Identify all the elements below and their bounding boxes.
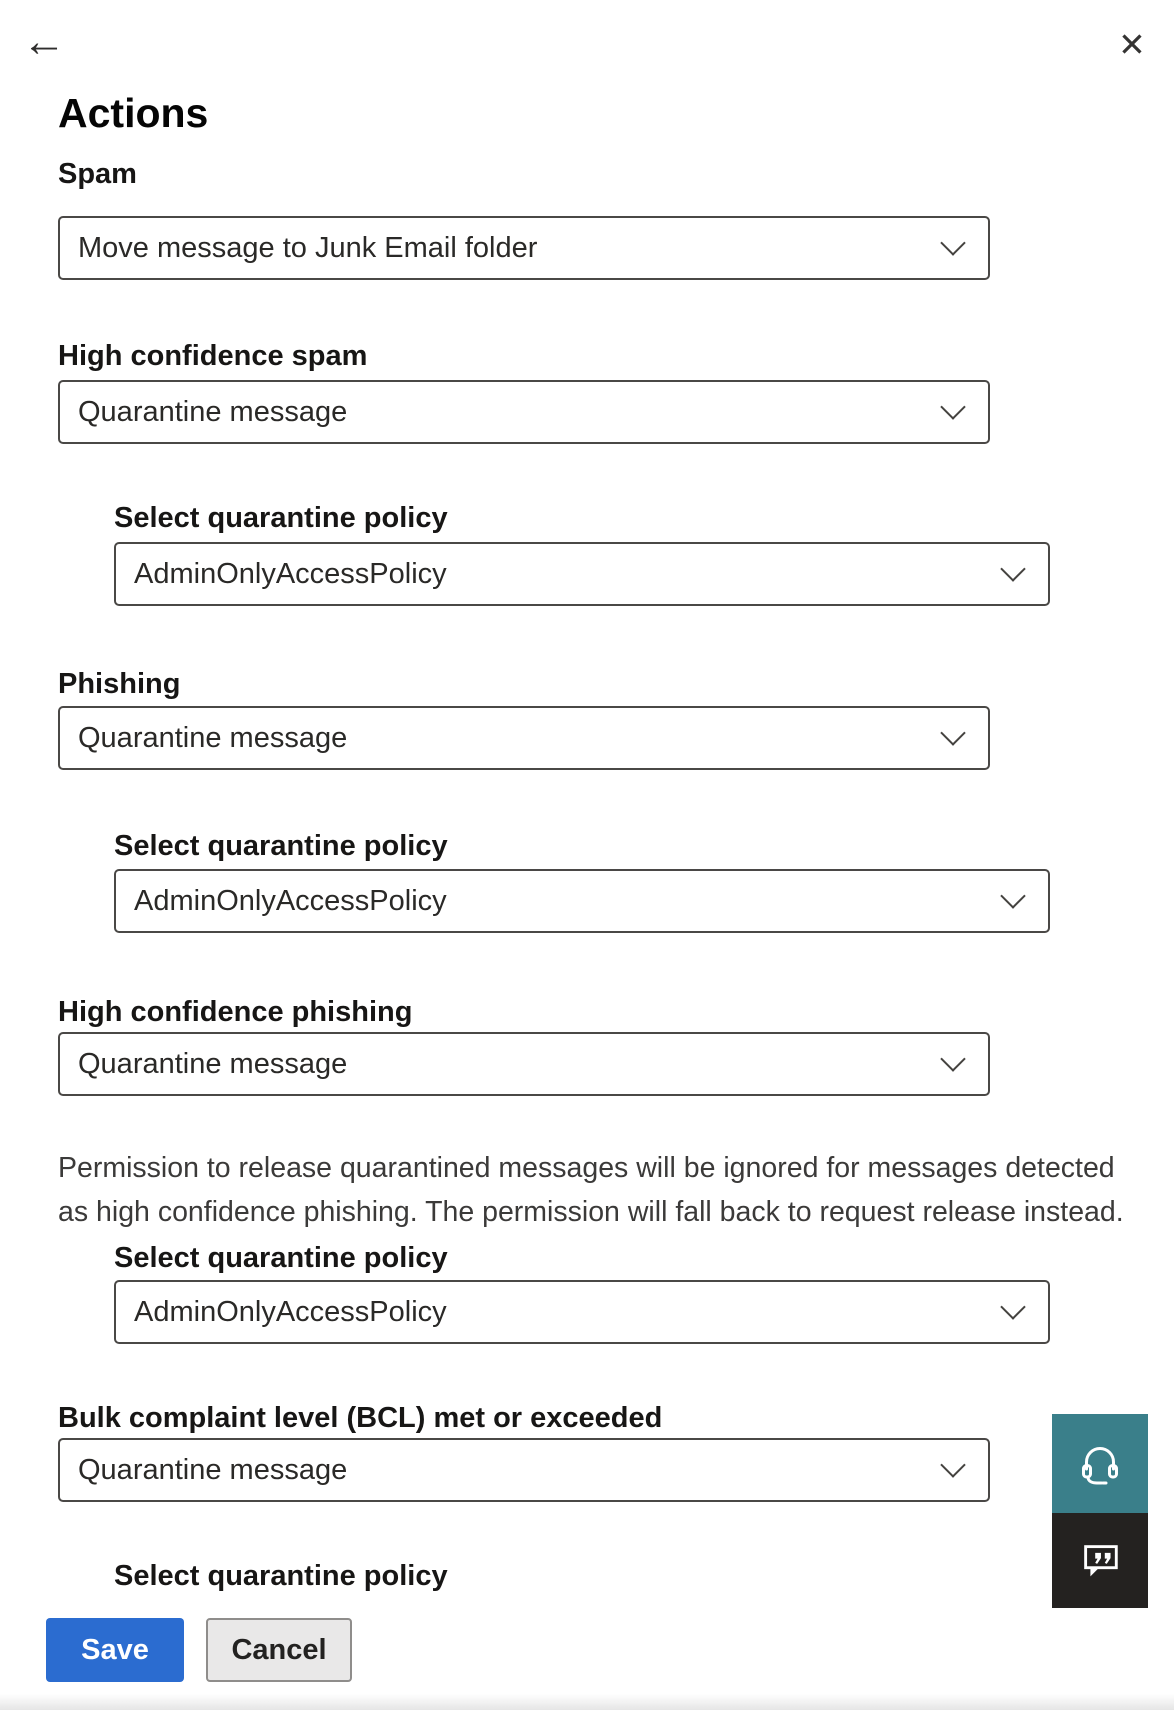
quarantine-policy-dropdown-phishing-value: AdminOnlyAccessPolicy [134, 884, 447, 917]
quarantine-policy-dropdown-phishing[interactable] [114, 869, 1050, 933]
quarantine-policy-dropdown-hcp-value: AdminOnlyAccessPolicy [134, 1295, 447, 1328]
quarantine-policy-label-bcl: Select quarantine policy [114, 1560, 448, 1592]
high-confidence-spam-label: High confidence spam [58, 340, 368, 372]
close-button[interactable] [1106, 18, 1158, 70]
phishing-label: Phishing [58, 668, 181, 700]
chevron-down-icon [940, 394, 965, 419]
chevron-down-icon [940, 1452, 965, 1477]
high-confidence-phishing-note: Permission to release quarantined messages will be ignored for messages detected as high confidence phishing. The permission will fall back to request release instead. [58, 1152, 1124, 1228]
spam-label: Spam [58, 158, 137, 190]
chevron-down-icon [1000, 883, 1025, 908]
close-icon: ✕ [1118, 25, 1146, 63]
cancel-button[interactable]: Cancel [206, 1618, 352, 1682]
page-title: Actions [58, 90, 209, 136]
save-button[interactable]: Save [46, 1618, 184, 1682]
bcl-label: Bulk complaint level (BCL) met or exceeded [58, 1402, 663, 1434]
chevron-down-icon [1000, 556, 1025, 581]
quarantine-policy-dropdown-hcs[interactable] [114, 542, 1050, 606]
high-confidence-phishing-label: High confidence phishing [58, 996, 413, 1028]
high-confidence-phishing-dropdown[interactable] [58, 1032, 990, 1096]
quarantine-policy-dropdown-hcp[interactable] [114, 1280, 1050, 1344]
chat-feedback-icon [1077, 1538, 1123, 1584]
bcl-dropdown[interactable] [58, 1438, 990, 1502]
phishing-dropdown-value: Quarantine message [78, 721, 348, 754]
quarantine-policy-label-hcp: Select quarantine policy [114, 1242, 448, 1274]
back-button[interactable] [18, 16, 70, 68]
feedback-button[interactable] [1052, 1513, 1148, 1608]
bcl-dropdown-value: Quarantine message [78, 1453, 348, 1486]
high-confidence-spam-dropdown-value: Quarantine message [78, 395, 348, 428]
high-confidence-phishing-dropdown-value: Quarantine message [78, 1047, 348, 1080]
phishing-dropdown[interactable] [58, 706, 990, 770]
quarantine-policy-label-phishing: Select quarantine policy [114, 830, 448, 862]
quarantine-policy-label-hcs: Select quarantine policy [114, 502, 448, 534]
spam-dropdown-value: Move message to Junk Email folder [78, 231, 538, 264]
spam-dropdown[interactable] [58, 216, 990, 280]
chevron-down-icon [940, 720, 965, 745]
chevron-down-icon [940, 1046, 965, 1071]
back-arrow-icon: ← [22, 17, 66, 66]
chevron-down-icon [940, 230, 965, 255]
chevron-down-icon [1000, 1294, 1025, 1319]
help-support-button[interactable] [1052, 1414, 1148, 1513]
high-confidence-spam-dropdown[interactable] [58, 380, 990, 444]
footer-bar [0, 1592, 1174, 1710]
quarantine-policy-dropdown-hcs-value: AdminOnlyAccessPolicy [134, 557, 447, 590]
headset-icon [1076, 1440, 1124, 1488]
